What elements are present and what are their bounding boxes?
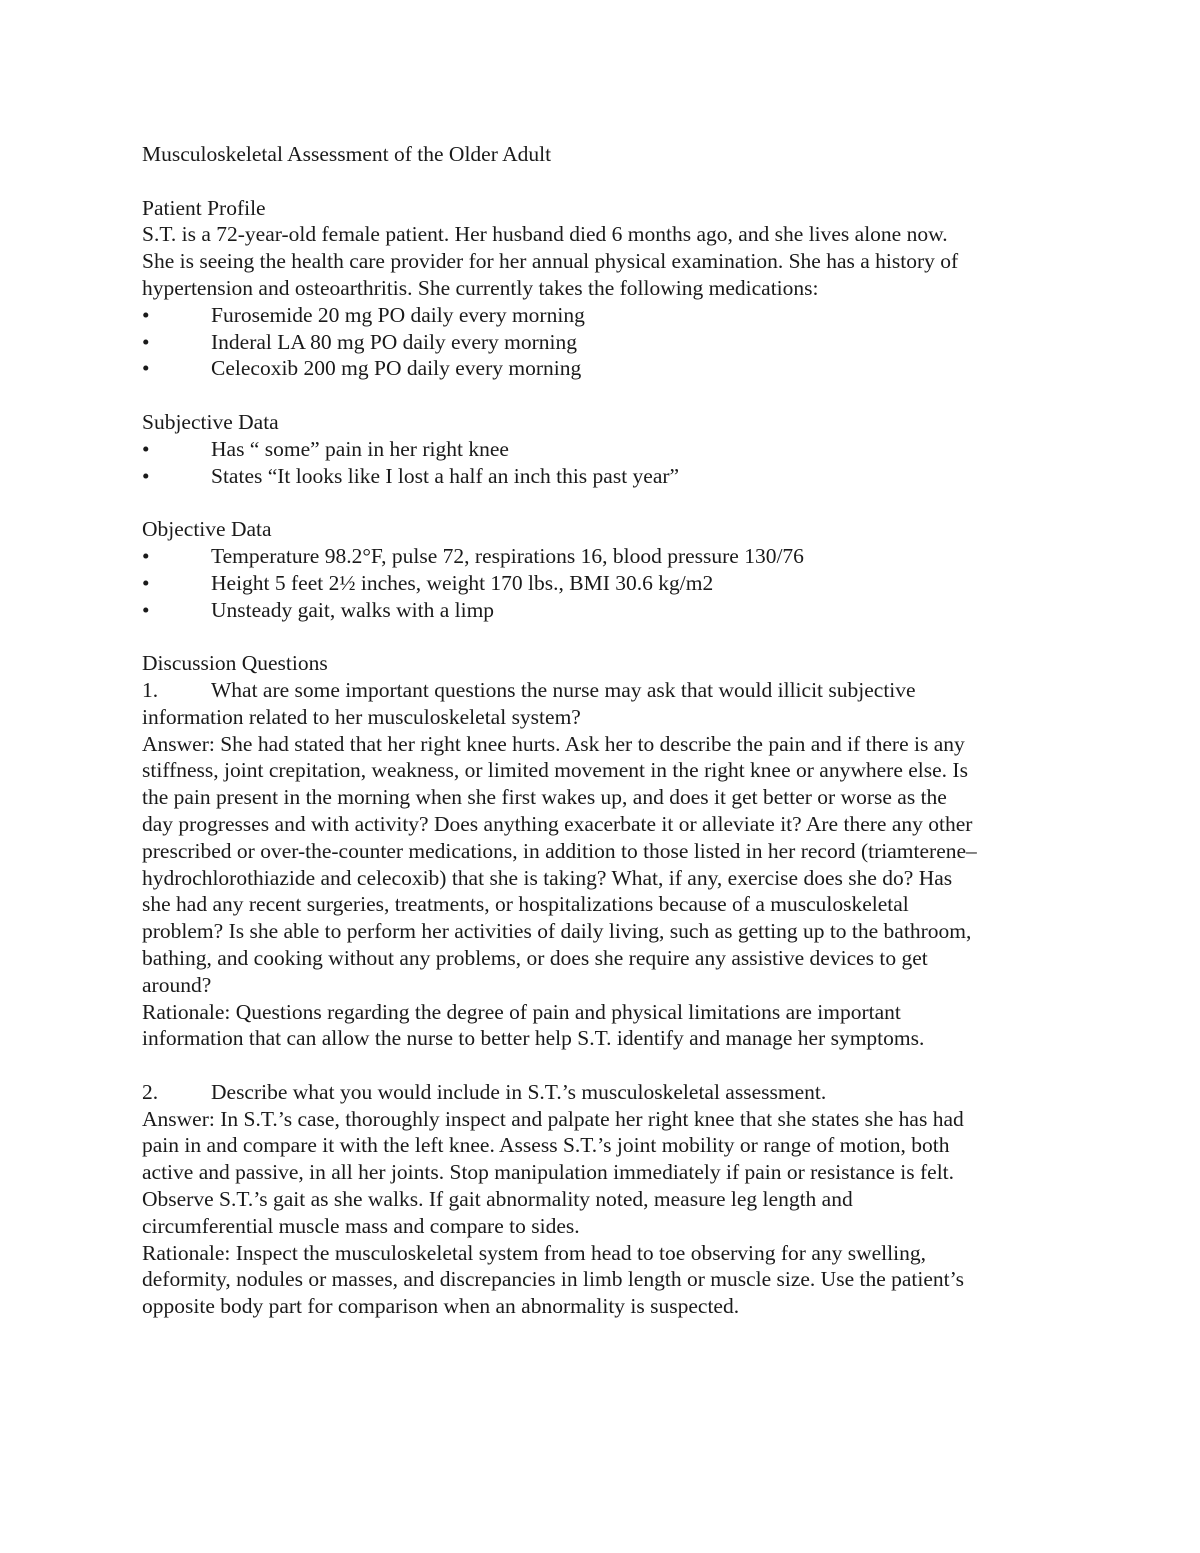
rationale-line: Rationale: Questions regarding the degree of pain and physical limitations are important bbox=[142, 999, 901, 1024]
answer-line: hydrochlorothiazide and celecoxib) that she is taking? What, if any, exercise does she do? Has bbox=[142, 865, 953, 890]
medication-text: Inderal LA 80 mg PO daily every morning bbox=[211, 329, 578, 354]
answer-line: the pain present in the morning when she first wakes up, and does it get better or worse as the bbox=[142, 785, 947, 810]
spacer bbox=[142, 382, 1062, 409]
spacer bbox=[142, 489, 1062, 516]
answer-line: bathing, and cooking without any problems, or does she require any assistive devices to get bbox=[142, 945, 928, 970]
answer-line: Observe S.T.’s gait as she walks. If gait abnormality noted, measure leg length and bbox=[142, 1187, 853, 1212]
question-text-continued: information related to her musculoskeletal system? bbox=[142, 704, 581, 729]
patient-profile-line: She is seeing the health care provider for her annual physical examination. She has a history of bbox=[142, 249, 959, 274]
bullet-mark: • bbox=[142, 356, 150, 381]
rationale-line: opposite body part for comparison when an abnormality is suspected. bbox=[142, 1294, 740, 1319]
answer-line: around? bbox=[142, 972, 212, 997]
objective-item bbox=[142, 570, 1062, 597]
answer-line: active and passive, in all her joints. Stop manipulation immediately if pain or resistance is felt. bbox=[142, 1160, 955, 1185]
objective-item bbox=[142, 597, 1062, 624]
subjective-text: States “It looks like I lost a half an inch this past year” bbox=[211, 463, 680, 488]
answer-line: she had any recent surgeries, treatments, or hospitalizations because of a musculoskeletal bbox=[142, 892, 909, 917]
rationale-line: information that can allow the nurse to better help S.T. identify and manage her symptoms. bbox=[142, 1026, 925, 1051]
medication-text: Celecoxib 200 mg PO daily every morning bbox=[211, 356, 582, 381]
spacer bbox=[142, 168, 1062, 195]
patient-profile-heading: Patient Profile bbox=[142, 195, 266, 220]
answer-line: Answer: She had stated that her right knee hurts. Ask her to describe the pain and if there is any bbox=[142, 731, 965, 756]
objective-text: Height 5 feet 2½ inches, weight 170 lbs., BMI 30.6 kg/m2 bbox=[211, 570, 714, 595]
medication-item bbox=[142, 355, 1062, 382]
medication-text: Furosemide 20 mg PO daily every morning bbox=[211, 302, 585, 327]
answer-line: day progresses and with activity? Does anything exacerbate it or alleviate it? Are there any other bbox=[142, 811, 973, 836]
objective-text: Unsteady gait, walks with a limp bbox=[211, 597, 495, 622]
bullet-mark: • bbox=[142, 597, 150, 622]
patient-profile-line: S.T. is a 72-year-old female patient. Her husband died 6 months ago, and she lives alone now. bbox=[142, 222, 948, 247]
answer-line: pain in and compare it with the left knee. Assess S.T.’s joint mobility or range of motion, both bbox=[142, 1133, 950, 1158]
discussion-heading: Discussion Questions bbox=[142, 651, 328, 676]
answer-line: problem? Is she able to perform her activities of daily living, such as getting up to the bathroom, bbox=[142, 919, 972, 944]
bullet-mark: • bbox=[142, 329, 150, 354]
spacer bbox=[142, 623, 1062, 650]
question-2 bbox=[142, 1079, 1062, 1106]
answer-line: circumferential muscle mass and compare to sides. bbox=[142, 1213, 580, 1238]
spacer bbox=[142, 1052, 1062, 1079]
objective-text: Temperature 98.2°F, pulse 72, respirations 16, blood pressure 130/76 bbox=[211, 543, 804, 568]
question-1 bbox=[142, 677, 1062, 704]
objective-data-heading: Objective Data bbox=[142, 517, 272, 542]
rationale-line: Rationale: Inspect the musculoskeletal system from head to toe observing for any swelling, bbox=[142, 1240, 926, 1265]
medication-item bbox=[142, 302, 1062, 329]
question-text: What are some important questions the nurse may ask that would illicit subjective bbox=[211, 677, 916, 702]
document-title: Musculoskeletal Assessment of the Older Adult bbox=[142, 142, 552, 166]
subjective-text: Has “ some” pain in her right knee bbox=[211, 436, 509, 461]
bullet-mark: • bbox=[142, 570, 150, 595]
bullet-mark: • bbox=[142, 463, 150, 488]
medication-item bbox=[142, 329, 1062, 356]
question-text: Describe what you would include in S.T.’s musculoskeletal assessment. bbox=[211, 1079, 827, 1104]
answer-line: Answer: In S.T.’s case, thoroughly inspect and palpate her right knee that she states she has had bbox=[142, 1106, 964, 1131]
question-number: 2. bbox=[142, 1079, 159, 1104]
patient-profile-line: hypertension and osteoarthritis. She currently takes the following medications: bbox=[142, 275, 819, 300]
subjective-item bbox=[142, 436, 1062, 463]
bullet-mark: • bbox=[142, 543, 150, 568]
subjective-data-heading: Subjective Data bbox=[142, 409, 279, 434]
subjective-item bbox=[142, 463, 1062, 490]
bullet-mark: • bbox=[142, 436, 150, 461]
question-number: 1. bbox=[142, 677, 159, 702]
answer-line: stiffness, joint crepitation, weakness, or limited movement in the right knee or anywhere else. Is bbox=[142, 758, 968, 783]
objective-item bbox=[142, 543, 1062, 570]
rationale-line: deformity, nodules or masses, and discrepancies in limb length or muscle size. Use the patient’s bbox=[142, 1267, 964, 1292]
document-page bbox=[142, 141, 1062, 1320]
answer-line: prescribed or over-the-counter medications, in addition to those listed in her record (triamterene– bbox=[142, 838, 977, 863]
bullet-mark: • bbox=[142, 302, 150, 327]
